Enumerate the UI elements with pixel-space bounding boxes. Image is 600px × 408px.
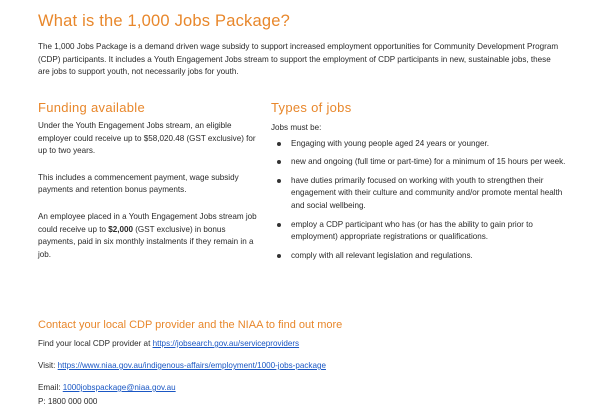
visit-label: Visit:	[38, 361, 58, 370]
funding-paragraph-1: Under the Youth Engagement Jobs stream, an eligible employer could receive up to $58,020.48 (GST exclusive) for up to two years.	[38, 121, 256, 156]
types-section	[271, 122, 571, 268]
visit-row	[38, 360, 578, 382]
funding-p3-after: (GST exclusive) in bonus payments, paid in six monthly instalments if they remain in a job.	[38, 224, 254, 259]
phone-row-partial	[38, 396, 238, 406]
intro-paragraph	[38, 41, 560, 79]
funding-section	[38, 120, 260, 275]
page-title: What is the 1,000 Jobs Package?	[38, 12, 291, 30]
email-label: Email:	[38, 383, 63, 392]
list-item-text: have duties primarily focused on working with youth to strengthen their engagement with their culture and community and/or promote mental health and social wellbeing.	[291, 175, 563, 210]
list-item-text: employ a CDP participant who has (or has the ability to gain prior to employment) appropriate registrations or qualifications.	[291, 219, 533, 242]
list-item-text: comply with all relevant legislation and regulations.	[291, 250, 473, 260]
list-item	[271, 250, 571, 263]
list-item	[271, 138, 571, 151]
email-link[interactable]: 1000jobspackage@niaa.gov.au	[62, 383, 176, 392]
list-item	[271, 156, 571, 169]
list-item-text: Engaging with young people aged 24 years or younger.	[291, 138, 489, 148]
intro-text: The 1,000 Jobs Package is a demand driven wage subsidy to support increased employment opportunities for Community Development Program (CDP) participants. It includes a Youth Engagement Jobs stream to support the employment of CDP participants in new, sustainable jobs, these are jobs to support youth, not necessarily jobs for youth.	[38, 42, 559, 77]
contact-section	[38, 338, 578, 404]
bullet-icon	[277, 179, 281, 183]
list-item	[271, 219, 571, 244]
types-lead: Jobs must be:	[271, 123, 322, 132]
contact-heading: Contact your local CDP provider and the NIAA to find out more	[38, 319, 343, 331]
types-bullet-list	[271, 138, 571, 263]
list-item-text: new and ongoing (full time or part-time) for a minimum of 15 hours per week.	[291, 157, 566, 167]
funding-heading: Funding available	[38, 100, 146, 115]
funding-paragraph-2: This includes a commencement payment, wage subsidy payments and retention bonus payments.	[38, 172, 239, 195]
list-item	[271, 175, 571, 213]
visit-link[interactable]: https://www.niaa.gov.au/indigenous-affairs/employment/1000-jobs-package	[57, 361, 326, 370]
bullet-icon	[277, 142, 281, 146]
provider-row	[38, 338, 578, 360]
bullet-icon	[277, 223, 281, 227]
provider-label: Find your local CDP provider at	[38, 339, 153, 348]
bullet-icon	[277, 160, 281, 164]
funding-paragraph-3	[38, 211, 260, 261]
funding-p3-before: An employee placed in a Youth Engagement Jobs stream job could receive up to	[38, 211, 257, 234]
phone-text: P: 1800 000 000	[38, 397, 98, 406]
bullet-icon	[277, 254, 281, 258]
bonus-amount: $2,000	[108, 224, 133, 234]
types-heading: Types of jobs	[271, 100, 352, 115]
email-row	[38, 382, 578, 404]
provider-link[interactable]: https://jobsearch.gov.au/serviceproviders	[152, 339, 300, 348]
